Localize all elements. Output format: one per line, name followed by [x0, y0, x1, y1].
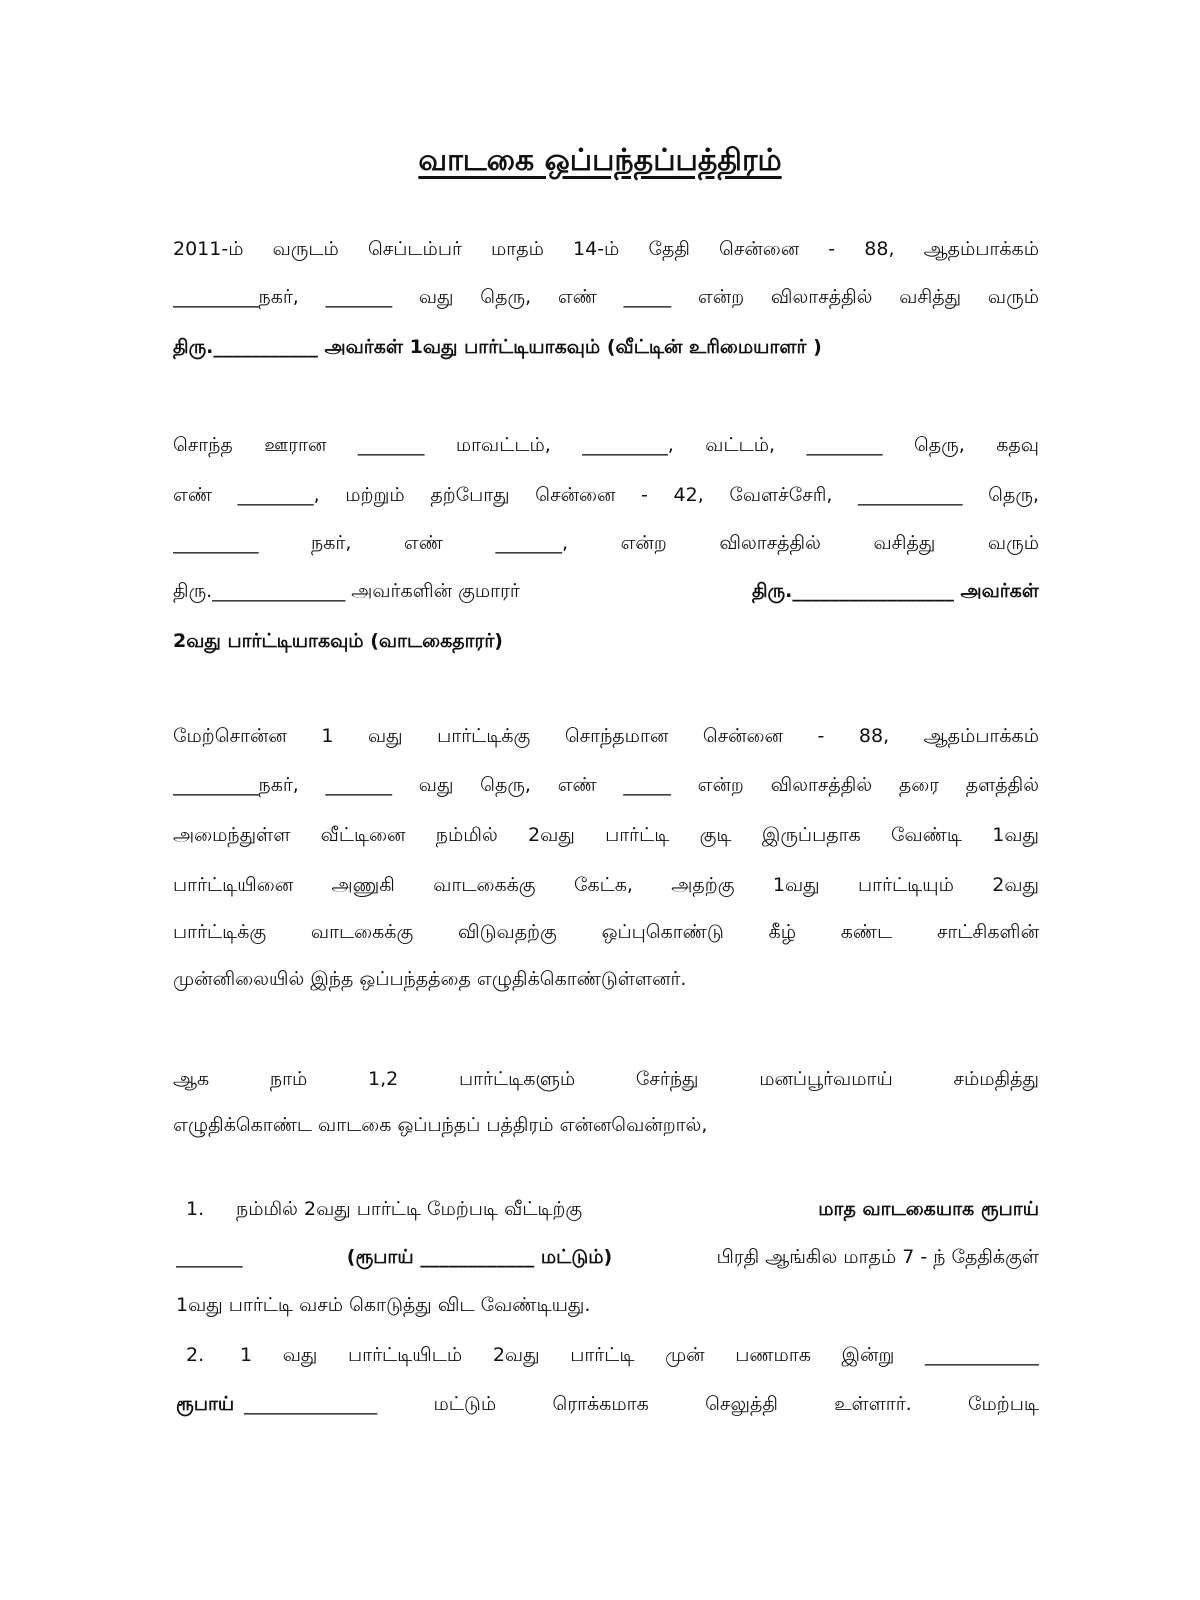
para1-line2: _________நகர், _______ வது தெரு, எண் _____ என்ற விலாசத்தில் வசித்து வரும்: [173, 286, 1039, 308]
para3-line3: அமைந்துள்ள வீட்டினை நம்மில் 2வது பார்ட்டி குடி இருப்பதாக வேண்டி 1வது: [173, 824, 1039, 846]
para1-line1: 2011-ம் வருடம் செப்டம்பர் மாதம் 14-ம் தேதி சென்னை - 88, ஆதம்பாக்கம்: [173, 238, 1039, 260]
clause1-line1: [236, 1196, 1039, 1222]
clause2-line2-text: ______________ மட்டும் ரொக்கமாக செலுத்தி உள்ளார். மேற்படி: [244, 1393, 1039, 1415]
para2-line4-text: திரு.______________ அவர்களின் குமாரர்: [173, 580, 520, 602]
document-title: வாடகை ஒப்பந்தப்பத்திரம்: [418, 143, 782, 178]
para2-line5: 2வது பார்ட்டியாகவும் (வாடகைதாரர்): [173, 630, 503, 652]
clause2-number: 2.: [186, 1344, 205, 1366]
clause1-line2-bold: (ரூபாய் ____________ மட்டும்): [346, 1246, 613, 1268]
clause1-line1-text: நம்மில் 2வது பார்ட்டி மேற்படி வீட்டிற்கு: [236, 1198, 583, 1220]
para4-line2: எழுதிக்கொண்ட வாடகை ஒப்பந்தப் பத்திரம் என்னவென்றால்,: [173, 1114, 708, 1136]
para1-line3: திரு.___________ அவர்கள் 1வது பார்ட்டியாகவும் (வீட்டின் உரிமையாளர் ): [173, 336, 822, 358]
para2-line4: [173, 578, 1039, 604]
clause1-number: 1.: [186, 1198, 205, 1220]
clause2-line2: [176, 1391, 1039, 1417]
para3-line2: _________நகர், _______ வது தெரு, எண் _____ என்ற விலாசத்தில் தரை தளத்தில்: [173, 774, 1039, 796]
para2-line3: _________ நகர், எண் _______, என்ற விலாசத்தில் வசித்து வரும்: [173, 532, 1039, 554]
para3-line4: பார்ட்டியினை அணுகி வாடகைக்கு கேட்க, அதற்கு 1வது பார்ட்டியும் 2வது: [173, 874, 1039, 896]
clause1-line2-blank: _______: [176, 1246, 243, 1268]
clause1-line1-bold: மாத வாடகையாக ரூபாய்: [818, 1198, 1039, 1220]
para2-line1: சொந்த ஊரான _______ மாவட்டம், _________, வட்டம், ________ தெரு, கதவு: [173, 434, 1039, 456]
para2-line4-bold: திரு._________________ அவர்கள்: [751, 580, 1039, 602]
clause1-line2: [176, 1244, 1039, 1270]
para3-line6: முன்னிலையில் இந்த ஒப்பந்தத்தை எழுதிக்கொண்டுள்ளனர்.: [173, 968, 687, 990]
para3-line5: பார்ட்டிக்கு வாடகைக்கு விடுவதற்கு ஒப்புகொண்டு கீழ் கண்ட சாட்சிகளின்: [173, 921, 1039, 943]
clause2-line2-bold: ரூபாய்: [176, 1393, 235, 1415]
clause1-line2-text: பிரதி ஆங்கில மாதம் 7 - ந் தேதிக்குள்: [716, 1246, 1039, 1268]
clause1-line3: 1வது பார்ட்டி வசம் கொடுத்து விட வேண்டியது.: [176, 1294, 591, 1316]
para3-line1: மேற்சொன்ன 1 வது பார்ட்டிக்கு சொந்தமான சென்னை - 88, ஆதம்பாக்கம்: [173, 725, 1039, 747]
clause2-line1: 1 வது பார்ட்டியிடம் 2வது பார்ட்டி முன் பணமாக இன்று ____________: [240, 1344, 1039, 1366]
para4-line1: ஆக நாம் 1,2 பார்ட்டிகளும் சேர்ந்து மனப்பூர்வமாய் சம்மதித்து: [173, 1068, 1039, 1090]
para2-line2: எண் ________, மற்றும் தற்போது சென்னை - 42, வேளச்சேரி, ___________ தெரு,: [173, 484, 1039, 506]
